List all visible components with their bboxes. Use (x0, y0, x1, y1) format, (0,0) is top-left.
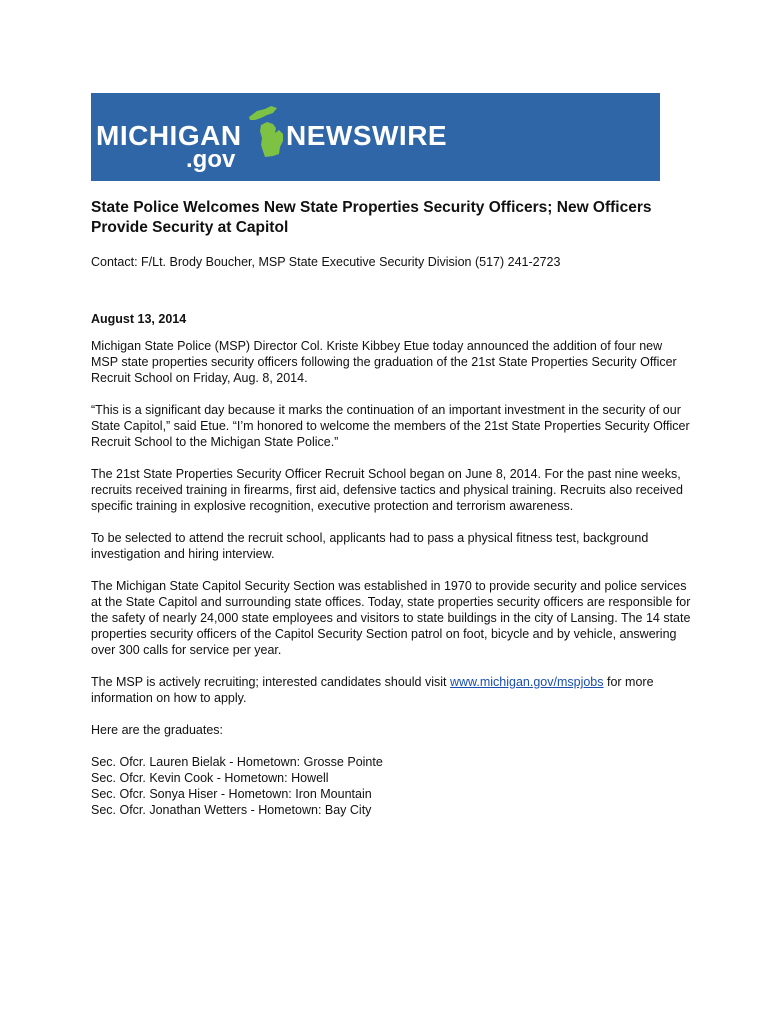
recruit-text-before: The MSP is actively recruiting; interested candidates should visit (91, 675, 450, 689)
graduate-item: Sec. Ofcr. Jonathan Wetters - Hometown: Bay City (91, 803, 372, 817)
paragraph-security-section: The Michigan State Capitol Security Section was established in 1970 to provide security and police services at the State Capitol and surrounding state offices. Today, state properties security officers are responsible for the safety of nearly 24,000 state employees and visitors to state buildings in the city of Lansing. The 14 state properties security officers of the Capitol Security Section patrol on foot, bicycle and by vehicle, answering over 300 calls for service per year. (91, 579, 691, 657)
paragraph-recruiting (91, 674, 691, 706)
graduates-intro: Here are the graduates: (91, 723, 224, 737)
logo-newswire-text: NEWSWIRE (286, 120, 448, 151)
newswire-banner (91, 93, 660, 181)
logo-michigan-text: MICHIGAN (96, 120, 242, 151)
logo-gov-text: .gov (186, 146, 236, 173)
graduate-item: Sec. Ofcr. Kevin Cook - Hometown: Howell (91, 771, 329, 785)
michigan-map-icon (247, 103, 287, 163)
graduate-item: Sec. Ofcr. Lauren Bielak - Hometown: Grosse Pointe (91, 755, 383, 769)
headline: State Police Welcomes New State Properties Security Officers; New Officers Provide Security at Capitol (91, 199, 652, 236)
paragraph-selection: To be selected to attend the recruit school, applicants had to pass a physical fitness test, background investigation and hiring interview. (91, 531, 649, 561)
paragraph-announcement: Michigan State Police (MSP) Director Col. Kriste Kibbey Etue today announced the addition of four new MSP state properties security officers following the graduation of the 21st State Properties Security Officer Recruit School on Friday, Aug. 8, 2014. (91, 339, 677, 385)
paragraph-quote: “This is a significant day because it marks the continuation of an important investment in the security of our State Capitol,” said Etue. “I’m honored to welcome the members of the 21st State Properties Security Officer Recruit School to the Michigan State Police.” (91, 403, 690, 449)
contact-line: Contact: F/Lt. Brody Boucher, MSP State Executive Security Division (517) 241-2723 (91, 255, 561, 269)
graduate-item: Sec. Ofcr. Sonya Hiser - Hometown: Iron Mountain (91, 787, 372, 801)
article-body (91, 198, 691, 818)
recruit-text-after: for more information on how to apply. (91, 675, 654, 705)
paragraph-training: The 21st State Properties Security Officer Recruit School began on June 8, 2014. For the past nine weeks, recruits received training in firearms, first aid, defensive tactics and physical training. Recruits also received specific training in explosive recognition, executive protection and terrorism awareness. (91, 467, 683, 513)
release-date: August 13, 2014 (91, 312, 187, 326)
mspjobs-link[interactable]: www.michigan.gov/mspjobs (449, 675, 604, 689)
graduates-list (91, 754, 691, 818)
